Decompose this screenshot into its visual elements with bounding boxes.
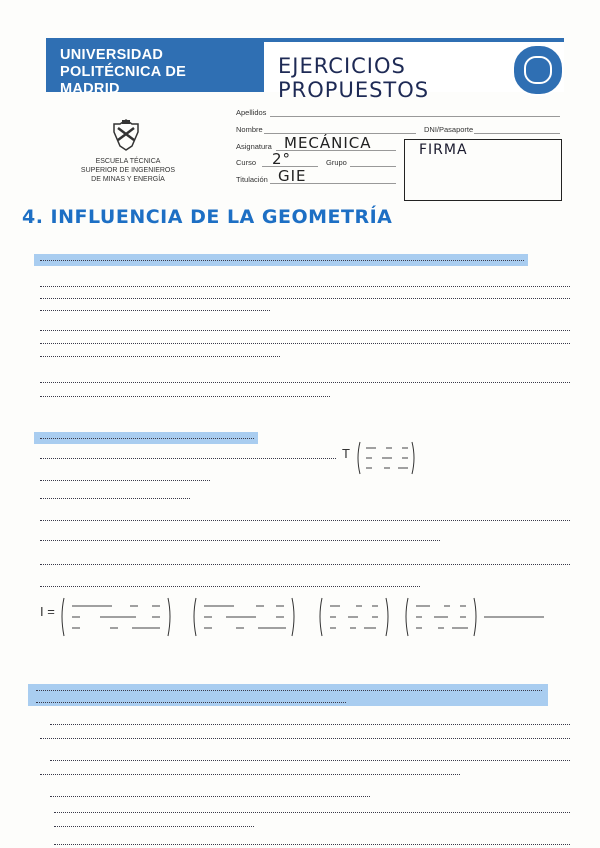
text-line [40, 480, 210, 481]
text-line [40, 396, 330, 397]
dni-field[interactable] [474, 133, 560, 134]
formula-line [40, 586, 420, 587]
text-line [50, 760, 570, 761]
text-line [40, 298, 570, 299]
apellidos-field[interactable] [270, 116, 560, 117]
asignatura-value: MECÁNICA [284, 134, 372, 152]
header-banner [46, 38, 564, 102]
text-line [40, 774, 460, 775]
bullet-line [54, 812, 570, 813]
subheading-line [40, 438, 254, 439]
university-seal-icon [512, 44, 564, 96]
titulacion-value: GIE [278, 167, 307, 185]
tensor-symbol: T [342, 446, 350, 461]
grupo-field[interactable] [350, 166, 396, 167]
question-line [40, 260, 524, 261]
curso-value: 2° [272, 150, 292, 168]
formula-line [40, 540, 440, 541]
text-line [40, 310, 270, 311]
text-line [40, 356, 280, 357]
question-line [36, 690, 542, 691]
text-line [40, 382, 570, 383]
formula-line [40, 564, 570, 565]
section-heading: 4. INFLUENCIA DE LA GEOMETRÍA [22, 206, 393, 228]
school-name: ESCUELA TÉCNICA SUPERIOR DE INGENIEROS DE MINAS Y ENERGÍA [80, 158, 176, 183]
formula-line [40, 498, 190, 499]
question-line [36, 702, 346, 703]
dni-label: DNI/Pasaporte [424, 125, 474, 134]
university-name: UNIVERSIDAD POLITÉCNICA DE MADRID [60, 47, 187, 97]
inertia-matrices [60, 596, 580, 638]
text-line [40, 520, 570, 521]
text-line [40, 458, 336, 459]
bullet-line [54, 826, 254, 827]
text-line [40, 343, 570, 344]
header-title-panel [264, 42, 564, 102]
text-line [40, 286, 570, 287]
text-line [40, 738, 570, 739]
page-title: EJERCICIOS PROPUESTOS [278, 54, 430, 102]
bullet-line [54, 844, 570, 845]
school-logo-icon [108, 118, 144, 152]
tensor-matrix [356, 440, 416, 476]
text-line [50, 724, 570, 725]
curso-label: Curso [236, 158, 257, 167]
text-line [40, 330, 570, 331]
titulacion-label: Titulación [236, 175, 268, 184]
nombre-label: Nombre [236, 125, 263, 134]
inertia-symbol: I = [40, 604, 55, 619]
signature-box[interactable] [404, 139, 562, 201]
text-line [50, 796, 370, 797]
firma-label: FIRMA [419, 142, 468, 158]
grupo-label: Grupo [326, 158, 347, 167]
apellidos-label: Apellidos [236, 108, 267, 117]
asignatura-label: Asignatura [236, 142, 272, 151]
